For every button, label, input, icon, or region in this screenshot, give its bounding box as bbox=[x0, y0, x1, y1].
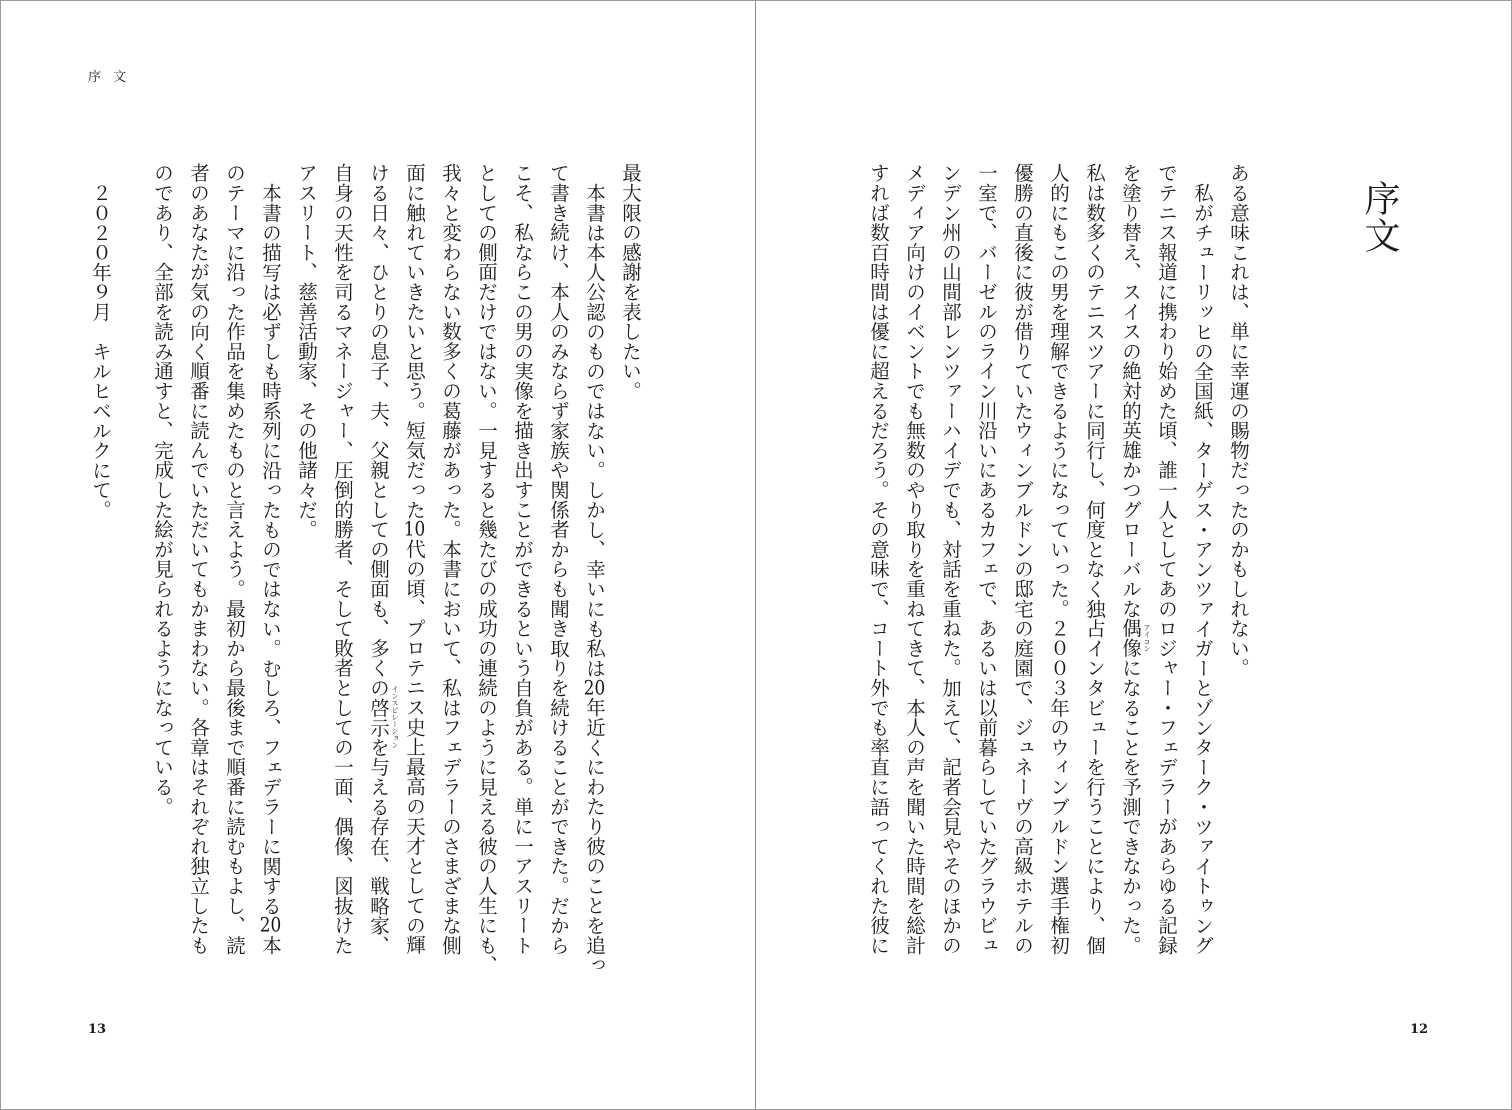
ruby-base-text: 啓示 bbox=[367, 697, 390, 738]
left-page-line-10: アスリート、慈善活動家、その他諸々だ。 bbox=[295, 163, 318, 540]
line-text: を与える存在、戦略家、 bbox=[367, 737, 390, 956]
tate-chu-yoko-digits: 10 bbox=[403, 519, 426, 539]
right-page-line-9: ンデン州の山間部レンツァーハイデでも、対話を重ねた。加えて、記者会見やそのほかの bbox=[939, 163, 962, 955]
left-page-line-8 bbox=[360, 163, 399, 1003]
dateline: ２０２０年９月 キルヒベルクにて。 bbox=[89, 182, 112, 520]
right-page-line-2: 私がチューリッヒの全国紙、ターゲス・アンツァイガーとゾンターク・ツァイトゥング bbox=[1191, 182, 1214, 955]
left-page-line-5: としての側面だけではない。一見すると幾たびの成功の連続のように見える彼の人生にも、 bbox=[475, 163, 498, 975]
left-page-line-9: 自身の天性を司るマネージャー、圧倒的勝者、そして敗者としての一面、偶像、図抜けた bbox=[331, 163, 354, 955]
spread-gutter bbox=[755, 0, 756, 1110]
left-page-line-2: 本書は本人公認のものではない。しかし、幸いにも私は20年近くにわたり彼のことを追っ bbox=[583, 182, 606, 975]
left-page-line-4: こそ、私ならこの男の実像を描き出すことができるという自負がある。単に一アスリート bbox=[511, 163, 534, 955]
page-number-right: 12 bbox=[1410, 1022, 1429, 1037]
left-page-line-3: て書き続け、本人のみならず家族や関係者からも聞き取りを続けることができた。だから bbox=[547, 163, 570, 955]
right-page-line-1: ある意味これは、単に幸運の賜物だったのかもしれない。 bbox=[1227, 163, 1250, 678]
ruby-base bbox=[1119, 618, 1151, 659]
page-number-left: 13 bbox=[88, 1022, 107, 1037]
left-page-line-1: 最大限の感謝を表したい。 bbox=[619, 163, 642, 401]
right-page-line-7: 優勝の直後に彼が借りていたウィンブルドンの邸宅の庭園で、ジュネーヴの高級ホテルの bbox=[1011, 163, 1034, 955]
line-text: ける日々、ひとりの息子、夫、父親としての側面も、多くの bbox=[367, 163, 390, 698]
right-page-line-4 bbox=[1112, 163, 1151, 1003]
right-page-line-10: メディア向けのイベントでも無数のやり取りを重ねてきて、本人の声を聞いた時間を総計 bbox=[903, 163, 926, 955]
right-page-line-5: 私は数多くのテニスツアーに同行し、何度となく独占インタビューを行うことにより、個 bbox=[1083, 163, 1106, 955]
right-page-line-8: 一室で、バーゼルのライン川沿いにあるカフェで、あるいは以前暮らしていたグラウビュ bbox=[975, 163, 998, 955]
left-page-line-12: のテーマに沿った作品を集めたものと言えよう。最初から最後まで順番に読むもよし、読 bbox=[223, 163, 246, 955]
left-page-line-13: 者のあなたが気の向く順番に読んでいただいてもかまわない。各章はそれぞれ独立したも bbox=[187, 163, 210, 955]
right-page-body bbox=[860, 163, 1256, 1003]
right-page-line-3: でテニス報道に携わり始めた頃、誰一人としてあのロジャー・フェデラーがあらゆる記録 bbox=[1155, 163, 1178, 955]
chapter-title: 序文 bbox=[1359, 180, 1400, 254]
line-text: になることを予測できなかった。 bbox=[1119, 658, 1142, 956]
ruby-text: インスピレーション bbox=[391, 685, 399, 749]
tate-chu-yoko-digits: 20 bbox=[259, 915, 282, 935]
ruby-text: アイコン bbox=[1143, 624, 1151, 653]
left-page-line-7: 面に触れていきたいと思う。短気だった10代の頃、プロテニス史上最高の天才としての輝 bbox=[403, 163, 426, 955]
left-page-line-6: 我々と変わらない数多くの葛藤があった。本書において、私はフェデラーのさまざまな側 bbox=[439, 163, 462, 955]
right-page-line-11: すれば数百時間は優に超えるだろう。その意味で、コート外でも率直に語ってくれた彼に bbox=[867, 163, 890, 955]
left-page-body bbox=[144, 163, 648, 1003]
ruby-base-text: 偶像 bbox=[1119, 618, 1142, 659]
running-head: 序 文 bbox=[88, 70, 131, 85]
left-page-line-14: のであり、全部を読み通すと、完成した絵が見られるようになっている。 bbox=[151, 163, 174, 817]
tate-chu-yoko-digits: 20 bbox=[583, 677, 606, 697]
right-page-line-6: 人的にもこの男を理解できるようになっていった。２００３年のウィンブルドン選手権初 bbox=[1047, 163, 1070, 955]
left-page-line-11: 本書の描写は必ずしも時系列に沿ったものではない。むしろ、フェデラーに関する20本 bbox=[259, 182, 282, 955]
ruby-base bbox=[367, 685, 399, 749]
line-text: を塗り替え、スイスの絶対的英雄かつグローバルな bbox=[1119, 163, 1142, 619]
